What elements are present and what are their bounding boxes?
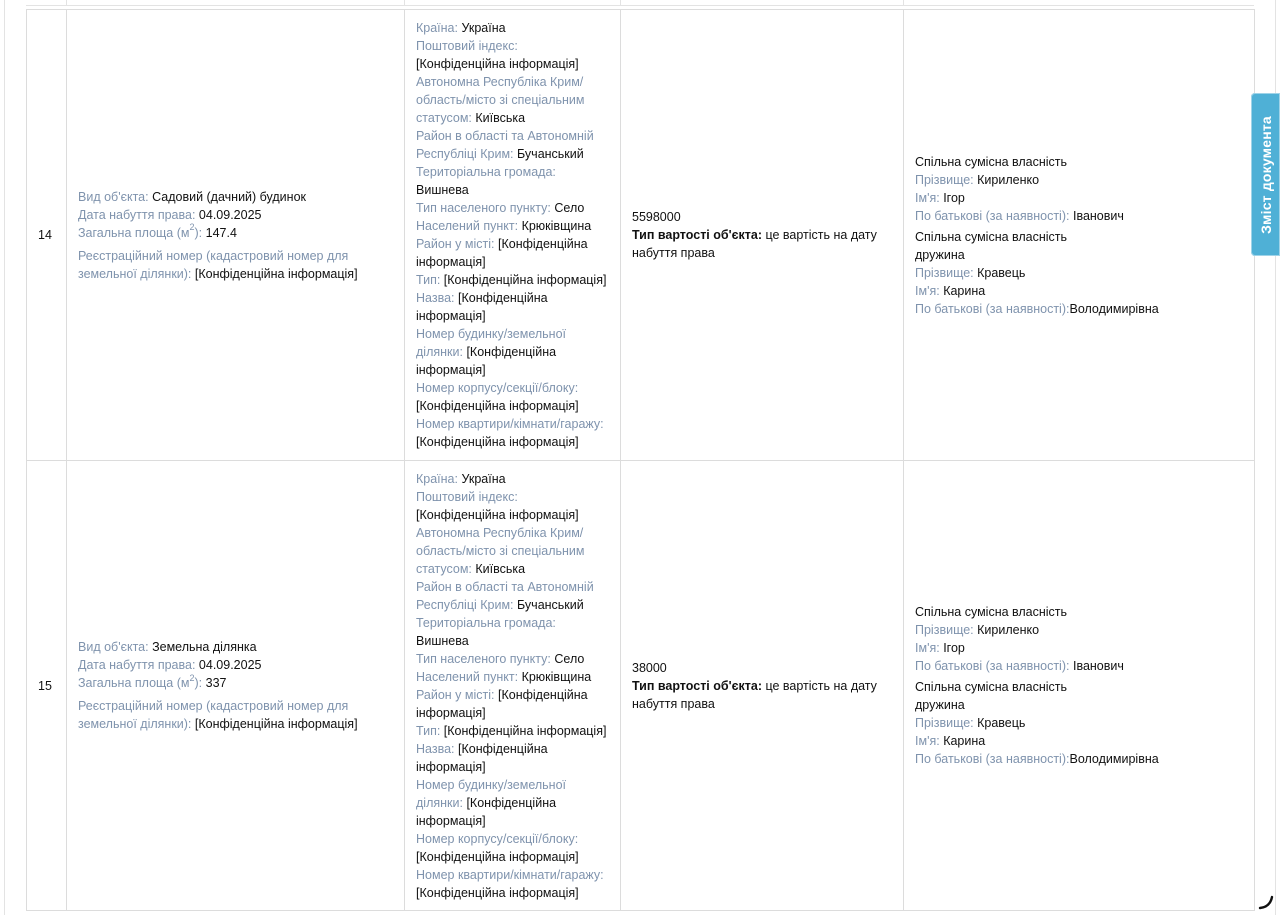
address-field-label: Територіальна громада: — [416, 165, 556, 179]
address-field-value: Крюківщина — [521, 669, 592, 684]
address-field-value: Вишнева — [416, 183, 469, 197]
owner-patronymic-label: По батькові (за наявності): — [915, 208, 1070, 223]
ownership-type — [915, 678, 1243, 696]
cost-amount-value: 38000 — [632, 660, 667, 675]
address-field-label: Номер квартири/кімнати/гаражу: — [416, 867, 604, 882]
registration-number-label: Реєстраційний номер (кадастровий номер для земельної ділянки): — [78, 248, 349, 281]
owner-surname — [915, 171, 1243, 189]
address-field — [416, 199, 609, 217]
acquisition-date-value: 04.09.2025 — [198, 207, 262, 222]
address-field — [416, 776, 609, 830]
owner-name-label: Ім'я: — [915, 734, 940, 748]
address-field-value: [Конфіденційна інформація] — [416, 435, 579, 449]
real-estate-table — [26, 9, 1255, 911]
ownership-type — [915, 153, 1243, 171]
address-field-value: [Конфіденційна інформація] — [416, 687, 588, 720]
total-area-label: Загальна площа (м — [78, 225, 190, 240]
owner-name-label: Ім'я: — [915, 641, 940, 655]
address-field — [416, 235, 609, 271]
address-field-value: [Конфіденційна інформація] — [416, 291, 548, 323]
owner-surname-label: Прізвище: — [915, 716, 974, 730]
acquisition-date-value: 04.09.2025 — [198, 658, 262, 672]
address-field-label: Населений пункт: — [416, 219, 519, 233]
address-field-value: [Конфіденційна інформація] — [416, 507, 579, 522]
address-field — [416, 722, 609, 740]
address-field-label: Назва: — [416, 291, 455, 305]
ownership-type — [915, 603, 1243, 621]
ownership-type-value: Спільна сумісна власність — [915, 680, 1068, 694]
address-field-value: Україна — [461, 471, 506, 486]
owner-patronymic — [915, 750, 1243, 768]
object-cell — [67, 10, 405, 461]
address-field-label: Тип: — [416, 723, 441, 738]
total-area — [78, 674, 393, 692]
address-field-value: [Конфіденційна інформація] — [416, 795, 557, 828]
address-field-value: [Конфіденційна інформація] — [416, 885, 579, 900]
total-area — [78, 224, 393, 242]
address-field-label: Автономна Республіка Крим/область/місто зі спеціальним статусом: — [416, 75, 585, 125]
object-type-label: Вид об'єкта: — [78, 640, 149, 654]
cost-type-value: це вартість на дату набуття права — [632, 228, 877, 260]
cost-amount-value: 5598000 — [632, 210, 681, 224]
cost-cell — [621, 10, 904, 461]
address-field-label: Тип: — [416, 273, 441, 287]
row-number: 15 — [38, 678, 52, 693]
address-field — [416, 470, 609, 488]
cost-type-label: Тип вартості об'єкта: — [632, 678, 762, 693]
registration-number-value: [Конфіденційна інформація] — [194, 717, 358, 731]
address-field-label: Країна: — [416, 21, 458, 35]
owner-name — [915, 282, 1243, 300]
owner-patronymic-label: По батькові (за наявності): — [915, 752, 1070, 766]
owner-name-value: Ігор — [943, 190, 965, 205]
address-field — [416, 37, 609, 73]
owner-name-value: Карина — [943, 734, 986, 748]
owners-cell — [904, 461, 1255, 911]
address-field-label: Район у місті: — [416, 237, 495, 251]
table-of-contents-label: Зміст документа — [1257, 115, 1274, 234]
address-field-value: Село — [554, 201, 585, 215]
owner-relation — [915, 696, 1243, 714]
owner-surname — [915, 621, 1243, 639]
cost-type-value: це вартість на дату набуття права — [632, 678, 877, 711]
cost-cell — [621, 461, 904, 911]
acquisition-date-label: Дата набуття права: — [78, 658, 196, 672]
ownership-type-value: Спільна сумісна власність — [915, 154, 1068, 169]
address-field — [416, 73, 609, 127]
resize-corner-icon[interactable] — [1257, 893, 1275, 911]
address-field-label: Територіальна громада: — [416, 615, 556, 630]
owner-patronymic-value: Володимирівна — [1069, 301, 1159, 316]
address-field — [416, 578, 609, 614]
owner-name — [915, 732, 1243, 750]
row-number-cell — [27, 10, 67, 461]
total-area-label: Загальна площа (м — [78, 676, 190, 690]
acquisition-date-label: Дата набуття права: — [78, 207, 196, 222]
table-of-contents-tab[interactable] — [1251, 93, 1280, 256]
address-field-value: [Конфіденційна інформація] — [416, 741, 548, 774]
total-area-value: 147.4 — [205, 225, 237, 240]
address-field-value: Село — [554, 651, 585, 666]
address-field-value: [Конфіденційна інформація] — [443, 723, 607, 738]
owners-cell — [904, 10, 1255, 461]
acquisition-date — [78, 656, 393, 674]
address-field-label: Населений пункт: — [416, 669, 519, 684]
cost-amount — [632, 208, 892, 226]
address-field-value: [Конфіденційна інформація] — [416, 57, 579, 71]
address-field — [416, 19, 609, 37]
address-field — [416, 740, 609, 776]
owner-patronymic-label: По батькові (за наявності): — [915, 301, 1070, 316]
address-field-value: [Конфіденційна інформація] — [443, 273, 607, 287]
address-field-label: Номер корпусу/секції/блоку: — [416, 831, 579, 846]
address-field-label: Номер квартири/кімнати/гаражу: — [416, 417, 604, 431]
owner-name-label: Ім'я: — [915, 190, 940, 205]
owner-patronymic — [915, 657, 1243, 675]
address-field-value: Бучанський — [517, 597, 584, 612]
cost-type-label: Тип вартості об'єкта: — [632, 228, 762, 242]
registration-number-value: [Конфіденційна інформація] — [194, 266, 358, 281]
owner-surname-label: Прізвище: — [915, 623, 974, 637]
object-type-value: Садовий (дачний) будинок — [152, 189, 306, 204]
address-field-value: Вишнева — [416, 633, 469, 648]
owner-patronymic-value: Володимирівна — [1069, 752, 1159, 766]
address-field-label: Тип населеного пункту: — [416, 201, 551, 215]
address-field-value: Україна — [461, 21, 506, 35]
address-field — [416, 488, 609, 524]
owner-patronymic — [915, 300, 1243, 318]
address-field-label: Країна: — [416, 471, 458, 486]
object-type-value: Земельна ділянка — [152, 640, 257, 654]
cost-amount — [632, 659, 892, 677]
owner-block — [915, 603, 1243, 675]
address-field-value: Бучанський — [517, 147, 584, 161]
acquisition-date — [78, 206, 393, 224]
owner-name — [915, 189, 1243, 207]
address-field — [416, 289, 609, 325]
address-field-value: Крюківщина — [521, 219, 592, 233]
owner-block — [915, 228, 1243, 318]
object-cell — [67, 461, 405, 911]
object-type — [78, 638, 393, 656]
owner-surname-value: Кравець — [977, 265, 1026, 280]
address-field — [416, 686, 609, 722]
address-field — [416, 163, 609, 199]
address-field — [416, 866, 609, 902]
area-unit-superscript: 2 — [189, 672, 195, 683]
total-area-label-end: ): — [194, 676, 203, 690]
owner-surname-label: Прізвище: — [915, 172, 974, 187]
address-field — [416, 217, 609, 235]
address-field-value: [Конфіденційна інформація] — [416, 237, 588, 269]
ownership-type-value: Спільна сумісна власність — [915, 229, 1068, 244]
address-field-value: [Конфіденційна інформація] — [416, 399, 579, 413]
address-field-label: Номер будинку/земельної ділянки: — [416, 777, 566, 810]
address-cell — [405, 10, 621, 461]
owner-surname-value: Кравець — [977, 716, 1026, 730]
owner-name-value: Ігор — [943, 641, 965, 655]
object-type — [78, 188, 393, 206]
owner-name-value: Карина — [943, 283, 986, 298]
address-field — [416, 127, 609, 163]
previous-row-edge — [26, 0, 1254, 6]
address-field — [416, 668, 609, 686]
row-number-cell — [27, 461, 67, 911]
address-field-label: Район в області та Автономній Республіці Крим: — [416, 579, 594, 612]
total-area-label-end: ): — [194, 225, 203, 240]
object-type-label: Вид об'єкта: — [78, 189, 149, 204]
owner-relation — [915, 246, 1243, 264]
address-field-label: Назва: — [416, 741, 455, 756]
owner-block — [915, 678, 1243, 768]
owner-patronymic-label: По батькові (за наявності): — [915, 659, 1070, 673]
address-field — [416, 650, 609, 668]
address-field — [416, 271, 609, 289]
address-field — [416, 415, 609, 451]
owner-block — [915, 153, 1243, 225]
owner-name-label: Ім'я: — [915, 283, 940, 298]
owner-surname — [915, 264, 1243, 282]
ownership-type — [915, 228, 1243, 246]
owner-relation-value: дружина — [915, 698, 965, 712]
registration-number — [78, 697, 393, 733]
ownership-type-value: Спільна сумісна власність — [915, 605, 1068, 619]
address-field-label: Тип населеного пункту: — [416, 651, 551, 666]
address-field-value: [Конфіденційна інформація] — [416, 849, 579, 864]
owner-surname-value: Кириленко — [977, 623, 1040, 637]
owner-name — [915, 639, 1243, 657]
owner-relation-value: дружина — [915, 247, 965, 262]
address-field-label: Поштовий індекс: — [416, 39, 518, 53]
registration-number-label: Реєстраційний номер (кадастровий номер для земельної ділянки): — [78, 699, 349, 731]
address-cell — [405, 461, 621, 911]
address-field-label: Район в області та Автономній Республіці Крим: — [416, 129, 594, 161]
address-field-value: Київська — [475, 561, 526, 576]
cost-type — [632, 226, 892, 262]
owner-surname-label: Прізвище: — [915, 265, 974, 280]
registration-number — [78, 247, 393, 283]
row-number: 14 — [38, 228, 52, 242]
owner-patronymic — [915, 207, 1243, 225]
area-unit-superscript: 2 — [189, 222, 195, 233]
address-field-label: Номер корпусу/секції/блоку: — [416, 381, 579, 395]
address-field-label: Номер будинку/земельної ділянки: — [416, 327, 566, 359]
owner-surname-value: Кириленко — [977, 172, 1040, 187]
address-field — [416, 325, 609, 379]
owner-surname — [915, 714, 1243, 732]
table-row — [27, 10, 1255, 461]
address-field-label: Поштовий індекс: — [416, 489, 518, 504]
address-field-value: Київська — [475, 111, 526, 125]
owner-patronymic-value: Іванович — [1072, 659, 1124, 673]
table-row — [27, 461, 1255, 911]
address-field-value: [Конфіденційна інформація] — [416, 345, 557, 377]
address-field — [416, 830, 609, 866]
address-field — [416, 379, 609, 415]
owner-patronymic-value: Іванович — [1072, 208, 1124, 223]
cost-type — [632, 677, 892, 713]
address-field-label: Автономна Республіка Крим/область/місто зі спеціальним статусом: — [416, 525, 585, 576]
address-field-label: Район у місті: — [416, 687, 495, 702]
address-field — [416, 524, 609, 578]
address-field — [416, 614, 609, 650]
total-area-value: 337 — [205, 676, 227, 690]
